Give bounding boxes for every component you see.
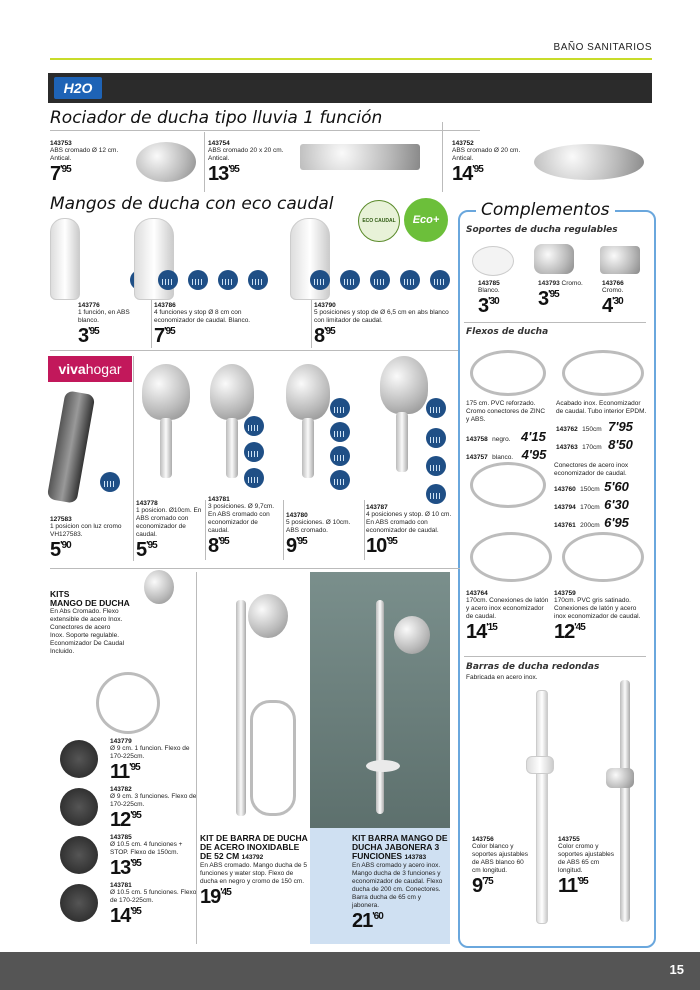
white-bar-slider <box>526 756 554 774</box>
product-desc: 4 funciones y stop Ø 8 cm con economizador de caudal. Blanco. <box>154 309 251 324</box>
barra-143756 <box>472 836 534 898</box>
product-143766-soporte <box>596 240 650 320</box>
product-code: 143781 <box>208 496 230 503</box>
flexo-row: 143762 150cm 7'95 <box>556 419 633 434</box>
product-code: 143778 <box>136 500 158 507</box>
product-desc: Blanco. <box>478 287 500 294</box>
flexo-row: 143763 170cm 8'50 <box>556 437 633 452</box>
product-code: 143785 <box>110 834 132 841</box>
product-desc: Cromo. <box>602 287 624 294</box>
product-desc: En ABS cromado y acero inox. Mango ducha de 3 funciones y economizador de caudal. Flexo ducha de 200 cm. Conectores. Barra ducha de 65 cm y jabonera. <box>352 862 443 909</box>
soportes-title: Soportes de ducha regulables <box>466 225 618 235</box>
product-desc: Ø 10.5 cm. 4 funciones + STOP. Flexo de 150cm. <box>110 841 183 856</box>
spray-function-icon <box>340 270 360 290</box>
rain-head-round-small-image <box>136 142 196 182</box>
spray-function-icon <box>400 270 420 290</box>
product-desc: ABS cromado Ø 12 cm. Antical. <box>50 147 119 162</box>
jabonera-head-image <box>394 616 430 654</box>
product-desc: En ABS cromado. Mango ducha de 5 funciones y water stop. Flexo de ducha en negro y cromo de 150 cm. <box>200 862 307 885</box>
product-desc: Ø 9 cm. 3 funciones. Flexo de 170-225cm. <box>110 793 197 808</box>
product-price: $7^{'95}$ <box>50 163 71 185</box>
product-price: $8^{'95}$ <box>314 325 335 347</box>
divider <box>50 350 460 351</box>
product-price: $13^{'95}$ <box>110 857 141 879</box>
kit-hose-image <box>96 672 160 734</box>
spray-function-icon <box>426 398 446 418</box>
chrome-holder-image <box>534 244 574 274</box>
rociador-title: Rociador de ducha tipo lluvia 1 función <box>50 108 383 128</box>
product-desc: Ø 10.5 cm. 5 funciones. Flexo de 170-225cm. <box>110 889 197 904</box>
hose-pvc-gris-image <box>562 532 644 582</box>
product-143781-viva <box>208 360 283 560</box>
kits-block <box>50 590 200 656</box>
rain-head-square-image <box>300 144 420 170</box>
product-desc: 3 posiciones. Ø 9,7cm. En ABS cromado con economizador de caudal. <box>208 503 275 534</box>
spray-function-icon <box>310 270 330 290</box>
flexo-row: 143757 blanco. 4'95 <box>466 447 547 462</box>
hose-inox-c-image <box>470 462 546 508</box>
chrome-shower-bar-image <box>620 680 630 922</box>
product-143752 <box>452 140 652 190</box>
jabonera-soap-dish-image <box>366 760 400 772</box>
product-price: $14^{'95}$ <box>110 905 141 927</box>
spray-function-icon <box>100 472 120 492</box>
product-143793-soporte <box>530 240 594 320</box>
spray-function-icon <box>330 398 350 418</box>
product-desc: Conectores de acero inox economizador de caudal. <box>554 462 629 477</box>
barra-143755 <box>558 836 620 898</box>
product-code: 143764 <box>466 590 488 597</box>
kit-bar-image <box>236 600 246 816</box>
product-price: $21^{'60}$ <box>352 910 383 932</box>
product-143786 <box>128 218 308 348</box>
spray-function-icon <box>430 270 450 290</box>
product-143780 <box>286 360 364 560</box>
product-desc: 170cm. Conexiones de latón y acero inox economizador de caudal. <box>466 597 549 620</box>
eco-plus-logo: Eco+ <box>404 198 448 242</box>
product-desc: Acabado inox. Economizador de caudal. Tubo interior EPDM. <box>556 400 647 415</box>
spray-function-icon <box>244 442 264 462</box>
product-143754 <box>208 140 438 190</box>
product-code: 143755 <box>558 836 580 843</box>
kit-head-icon <box>60 788 98 826</box>
product-code: 143766 <box>602 280 624 287</box>
divider <box>204 132 205 192</box>
led-shower-image <box>47 390 96 504</box>
white-shower-bar-image <box>536 690 548 924</box>
product-code: 143780 <box>286 512 308 519</box>
product-price: $9^{'75}$ <box>472 875 493 897</box>
kit-head-icon <box>60 836 98 874</box>
product-price: $7^{'95}$ <box>154 325 175 347</box>
section-header: BAÑO SANITARIOS <box>553 42 652 53</box>
product-code: 143781 <box>110 882 132 889</box>
divider <box>196 572 197 944</box>
product-desc: 4 posiciones y stop. Ø 10 cm. En ABS cromado con economizador de caudal. <box>366 511 452 534</box>
kit-head-icon <box>60 740 98 778</box>
product-desc: 170cm. PVC gris satinado. Conexiones de latón y acero inox economizador de caudal. <box>554 597 641 620</box>
product-code: 143776 <box>78 302 100 309</box>
product-desc: 5 posiciones y stop de Ø 6,5 cm en abs blanco con limitador de caudal. <box>314 309 449 324</box>
vivahogar-logo: vivahogar <box>48 356 132 382</box>
spray-function-icon <box>330 422 350 442</box>
product-code: 143759 <box>554 590 576 597</box>
product-price: $12^{'45}$ <box>554 621 585 643</box>
product-code: 143790 <box>314 302 336 309</box>
divider <box>464 322 646 323</box>
product-desc: Color blanco y soportes ajustables de ABS blanco 60 cm longitud. <box>472 843 529 874</box>
mangos-title: Mangos de ducha con eco caudal <box>50 194 334 214</box>
product-143785-soporte <box>466 240 526 320</box>
kit-shower-head-image <box>144 570 174 604</box>
hand-shower-3p-image <box>210 364 254 420</box>
hose-latón-image <box>470 532 552 582</box>
product-127583 <box>50 388 130 561</box>
accent-line <box>50 58 652 60</box>
product-price: $8^{'95}$ <box>208 535 229 557</box>
product-desc: 1 función, en ABS blanco. <box>78 309 130 324</box>
chrome-wall-holder-image <box>600 246 640 274</box>
product-desc: 5 posiciones. Ø 10cm. ABS cromado. <box>286 519 351 534</box>
product-code: 143786 <box>154 302 176 309</box>
product-desc: ABS cromado Ø 20 cm. Antical. <box>452 147 521 162</box>
product-price: $11^{'95}$ <box>558 875 588 897</box>
spray-function-icon <box>330 446 350 466</box>
divider <box>205 500 206 560</box>
rain-head-round-large-image <box>534 144 644 180</box>
product-143787 <box>366 352 456 562</box>
product-price: $13^{'95}$ <box>208 163 239 185</box>
divider <box>133 356 134 561</box>
product-code: 143753 <box>50 140 72 147</box>
product-desc: 175 cm. PVC reforzado. Cromo conectores de ZINC y ABS. <box>466 400 546 423</box>
kit-barra-block <box>200 834 308 909</box>
product-code: 143756 <box>472 836 494 843</box>
flexo-row: 143761 200cm 6'95 <box>554 515 629 530</box>
product-code: 143785 <box>478 280 500 287</box>
spray-function-icon <box>244 416 264 436</box>
kits-title: KITS <box>50 589 70 599</box>
product-code: 127583 <box>50 516 72 523</box>
kit-barra-title: KIT DE BARRA DE DUCHA DE ACERO INOXIDABLE DE 52 CM 143792 <box>200 833 308 861</box>
product-price: $5^{'90}$ <box>50 539 71 561</box>
white-holder-image <box>472 246 514 276</box>
flexo-row: 143760 150cm 5'60 <box>554 479 629 494</box>
spray-function-icon <box>218 270 238 290</box>
product-143778 <box>136 360 208 560</box>
product-desc: 143793 Cromo. <box>538 280 583 287</box>
kit-head-icon <box>60 884 98 922</box>
spray-function-icon <box>370 270 390 290</box>
product-price: $12^{'95}$ <box>110 809 141 831</box>
divider <box>50 130 480 131</box>
product-price: $9^{'95}$ <box>286 535 307 557</box>
flexo-a <box>466 400 546 464</box>
product-desc: Color cromo y soportes ajustables de ABS 65 cm longitud. <box>558 843 615 874</box>
spray-function-icon <box>426 456 446 476</box>
kit-bar-head-image <box>248 594 288 638</box>
hand-shower-4p-stop-image <box>380 356 428 414</box>
spray-function-icon <box>188 270 208 290</box>
flexo-143764 <box>466 590 550 644</box>
product-code: 143782 <box>110 786 132 793</box>
complementos-title: Complementos <box>476 200 615 220</box>
product-desc: 1 posicion con luz cromo VH127583. <box>50 523 122 538</box>
flexos-title: Flexos de ducha <box>466 327 549 337</box>
spray-function-icon <box>330 470 350 490</box>
product-price: $11^{'95}$ <box>110 761 140 783</box>
product-143790 <box>284 218 459 348</box>
product-price: $3^{'30}$ <box>478 295 499 317</box>
h2o-logo: H2O <box>54 77 102 99</box>
spray-function-icon <box>248 270 268 290</box>
kits-subtitle: MANGO DE DUCHA <box>50 598 130 608</box>
eco-caudal-badge: ECO CAUDAL <box>358 200 400 242</box>
barras-title: Barras de ducha redondas <box>466 662 600 672</box>
jabonera-bar-image <box>376 600 384 814</box>
flexo-c <box>554 462 648 532</box>
kit-bar-hose-image <box>250 700 296 816</box>
spray-function-icon <box>244 468 264 488</box>
page-number: 15 <box>669 962 684 977</box>
divider <box>364 500 365 560</box>
kit-jabonera-title: KIT BARRA MANGO DE DUCHA JABONERA 3 FUNCIONES 143783 <box>352 833 448 861</box>
product-code: 143787 <box>366 504 388 511</box>
product-desc: Ø 9 cm. 1 funcion. Flexo de 170-225cm. <box>110 745 190 760</box>
spray-function-icon <box>426 484 446 504</box>
divider <box>50 568 460 569</box>
footer-bar <box>0 952 700 990</box>
product-price: $14^{'95}$ <box>452 163 483 185</box>
product-price: $14^{'15}$ <box>466 621 497 643</box>
hose-pvc-image <box>470 350 546 396</box>
flexo-row: 143794 170cm 6'30 <box>554 497 629 512</box>
product-price: $3^{'95}$ <box>78 325 99 347</box>
divider <box>464 656 646 657</box>
flexo-row: 143758 negro. 4'15 <box>466 429 546 444</box>
h2o-banner <box>48 73 652 103</box>
product-143753 <box>50 140 200 190</box>
hand-shower-chrome-image <box>142 364 190 420</box>
divider <box>442 122 443 192</box>
flexo-b <box>556 400 648 454</box>
hand-shower-white-image <box>50 218 80 300</box>
kit-jabonera-block <box>310 828 450 944</box>
product-price: $3^{'95}$ <box>538 288 559 310</box>
product-price: $4^{'30}$ <box>602 295 623 317</box>
spray-function-icon <box>426 428 446 448</box>
product-price: $5^{'95}$ <box>136 539 157 561</box>
product-desc: 1 posicion. Ø10cm. En ABS cromado con economizador de caudal. <box>136 507 202 538</box>
flexo-143759 <box>554 590 648 644</box>
product-code: 143754 <box>208 140 230 147</box>
chrome-bar-slider <box>606 768 634 788</box>
product-price: $10^{'95}$ <box>366 535 397 557</box>
product-desc: ABS cromado 20 x 20 cm. Antical. <box>208 147 284 162</box>
divider <box>283 500 284 560</box>
product-code: 143779 <box>110 738 132 745</box>
barras-subtitle: Fabricada en acero inox. <box>466 674 538 681</box>
product-code: 143752 <box>452 140 474 147</box>
product-price: $19^{'45}$ <box>200 886 231 908</box>
spray-function-icon <box>158 270 178 290</box>
hand-shower-5p-chrome-image <box>286 364 330 420</box>
kits-desc: En Abs Cromado. Flexo extensible de acero Inox. Conectores de acero Inox. Soporte regulable. Economizador De Caudal Incluido. <box>50 608 125 655</box>
hose-inox-image <box>562 350 644 396</box>
